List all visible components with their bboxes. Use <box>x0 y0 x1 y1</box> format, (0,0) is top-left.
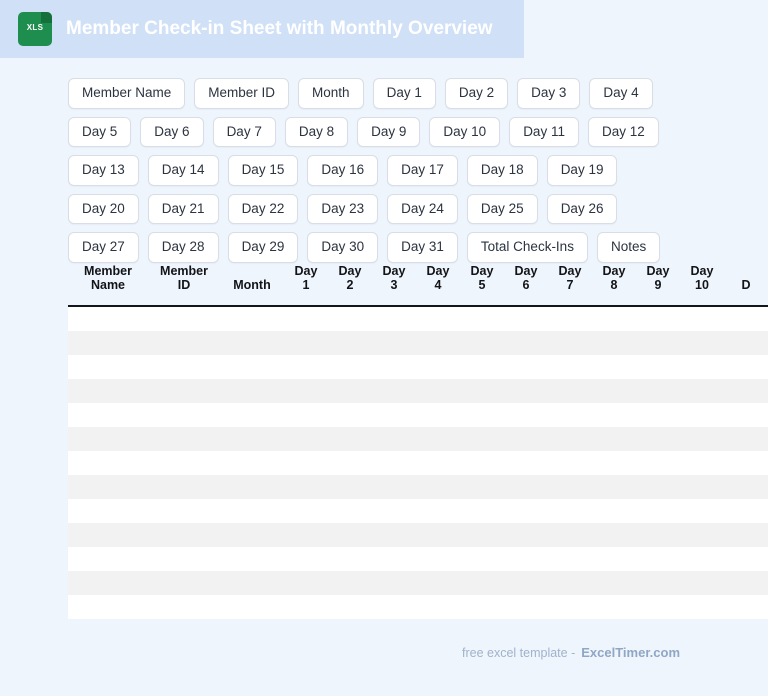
table-cell[interactable] <box>416 355 460 379</box>
field-chip[interactable]: Day 11 <box>509 117 579 148</box>
table-cell[interactable] <box>220 475 284 499</box>
table-row[interactable] <box>68 451 768 475</box>
table-cell[interactable] <box>68 451 148 475</box>
table-cell[interactable] <box>724 595 768 619</box>
table-cell[interactable] <box>68 499 148 523</box>
table-cell[interactable] <box>372 499 416 523</box>
table-cell[interactable] <box>220 306 284 331</box>
table-cell[interactable] <box>460 595 504 619</box>
table-cell[interactable] <box>680 595 724 619</box>
table-cell[interactable] <box>548 306 592 331</box>
table-cell[interactable] <box>220 403 284 427</box>
table-cell[interactable] <box>328 355 372 379</box>
table-cell[interactable] <box>460 499 504 523</box>
column-header-line: Day <box>470 264 494 278</box>
column-header-line: Day <box>338 264 362 278</box>
table-cell[interactable] <box>68 475 148 499</box>
table-cell[interactable] <box>504 306 548 331</box>
field-chip[interactable]: Month <box>298 78 364 109</box>
table-cell[interactable] <box>220 451 284 475</box>
column-header-line: Day <box>426 264 450 278</box>
table-cell[interactable] <box>68 523 148 547</box>
table-cell[interactable] <box>636 475 680 499</box>
table-cell[interactable] <box>284 379 328 403</box>
column-header <box>416 258 460 306</box>
table-cell[interactable] <box>724 547 768 571</box>
table-cell[interactable] <box>460 451 504 475</box>
column-header-line: Day <box>294 264 318 278</box>
table-cell[interactable] <box>416 547 460 571</box>
table-cell[interactable] <box>504 427 548 451</box>
column-header-line: Name <box>90 278 126 293</box>
column-header-line: D <box>741 278 751 293</box>
table-cell[interactable] <box>148 379 220 403</box>
field-chip[interactable]: Day 18 <box>467 155 538 186</box>
table-cell[interactable] <box>680 451 724 475</box>
table-cell[interactable] <box>328 403 372 427</box>
field-chip[interactable]: Day 17 <box>387 155 458 186</box>
table-cell[interactable] <box>284 475 328 499</box>
table-cell[interactable] <box>592 331 636 355</box>
column-header <box>680 258 724 306</box>
table-row[interactable] <box>68 306 768 331</box>
table-row[interactable] <box>68 499 768 523</box>
field-chip[interactable]: Day 12 <box>588 117 659 148</box>
table-cell[interactable] <box>680 571 724 595</box>
table-row[interactable] <box>68 331 768 355</box>
column-header-line: 2 <box>346 278 354 293</box>
table-cell[interactable] <box>504 523 548 547</box>
column-header <box>636 258 680 306</box>
table-cell[interactable] <box>416 499 460 523</box>
field-chip[interactable]: Day 14 <box>148 155 219 186</box>
column-header-line: 8 <box>610 278 618 293</box>
field-chip[interactable]: Day 25 <box>467 194 538 225</box>
table-cell[interactable] <box>372 475 416 499</box>
table-cell[interactable] <box>548 475 592 499</box>
sheet-header-row <box>68 258 768 306</box>
column-header <box>68 258 148 306</box>
table-cell[interactable] <box>148 595 220 619</box>
table-cell[interactable] <box>724 379 768 403</box>
table-cell[interactable] <box>636 499 680 523</box>
table-cell[interactable] <box>284 499 328 523</box>
table-row[interactable] <box>68 595 768 619</box>
table-cell[interactable] <box>68 331 148 355</box>
table-cell[interactable] <box>416 523 460 547</box>
table-row[interactable] <box>68 379 768 403</box>
table-cell[interactable] <box>592 475 636 499</box>
table-cell[interactable] <box>416 475 460 499</box>
table-row[interactable] <box>68 547 768 571</box>
table-cell[interactable] <box>284 595 328 619</box>
column-header-line: Member <box>160 264 208 278</box>
table-cell[interactable] <box>220 331 284 355</box>
table-cell[interactable] <box>416 595 460 619</box>
table-cell[interactable] <box>460 331 504 355</box>
table-cell[interactable] <box>284 355 328 379</box>
field-chip[interactable]: Day 3 <box>517 78 580 109</box>
table-cell[interactable] <box>724 475 768 499</box>
column-header-line: 9 <box>654 278 662 293</box>
table-row[interactable] <box>68 403 768 427</box>
field-chip[interactable]: Day 6 <box>140 117 203 148</box>
column-header <box>548 258 592 306</box>
table-cell[interactable] <box>504 595 548 619</box>
table-cell[interactable] <box>460 523 504 547</box>
table-cell[interactable] <box>636 547 680 571</box>
xls-icon-label: XLS <box>26 23 44 32</box>
table-cell[interactable] <box>592 355 636 379</box>
table-cell[interactable] <box>284 306 328 331</box>
table-cell[interactable] <box>68 595 148 619</box>
table-cell[interactable] <box>372 306 416 331</box>
table-cell[interactable] <box>148 547 220 571</box>
table-cell[interactable] <box>372 403 416 427</box>
table-cell[interactable] <box>680 355 724 379</box>
table-cell[interactable] <box>220 499 284 523</box>
table-cell[interactable] <box>592 379 636 403</box>
table-cell[interactable] <box>548 331 592 355</box>
field-chip-list <box>68 78 688 263</box>
table-cell[interactable] <box>504 499 548 523</box>
column-header <box>592 258 636 306</box>
page-header <box>0 0 524 58</box>
table-cell[interactable] <box>592 306 636 331</box>
field-chip[interactable]: Day 30 <box>307 232 378 263</box>
table-cell[interactable] <box>504 451 548 475</box>
table-cell[interactable] <box>680 403 724 427</box>
field-chip[interactable]: Member ID <box>194 78 289 109</box>
table-cell[interactable] <box>328 499 372 523</box>
table-cell[interactable] <box>220 571 284 595</box>
table-cell[interactable] <box>680 547 724 571</box>
table-cell[interactable] <box>680 475 724 499</box>
table-cell[interactable] <box>680 523 724 547</box>
table-cell[interactable] <box>592 499 636 523</box>
table-cell[interactable] <box>68 571 148 595</box>
table-cell[interactable] <box>504 331 548 355</box>
table-cell[interactable] <box>592 571 636 595</box>
table-cell[interactable] <box>372 427 416 451</box>
column-header <box>372 258 416 306</box>
table-cell[interactable] <box>284 451 328 475</box>
table-cell[interactable] <box>680 379 724 403</box>
column-header-line: Day <box>690 264 714 278</box>
table-cell[interactable] <box>548 547 592 571</box>
table-cell[interactable] <box>504 355 548 379</box>
table-cell[interactable] <box>504 547 548 571</box>
column-header <box>328 258 372 306</box>
column-header-line: ID <box>177 278 191 293</box>
sheet-table-head <box>68 258 768 306</box>
table-cell[interactable] <box>636 403 680 427</box>
table-cell[interactable] <box>328 451 372 475</box>
field-chip[interactable]: Day 4 <box>589 78 652 109</box>
field-chip[interactable]: Day 20 <box>68 194 139 225</box>
table-cell[interactable] <box>504 571 548 595</box>
table-cell[interactable] <box>220 355 284 379</box>
column-header-line: 3 <box>390 278 398 293</box>
column-header-line: 4 <box>434 278 442 293</box>
field-chip[interactable]: Day 28 <box>148 232 219 263</box>
table-cell[interactable] <box>636 379 680 403</box>
table-cell[interactable] <box>592 523 636 547</box>
table-cell[interactable] <box>548 355 592 379</box>
table-cell[interactable] <box>636 355 680 379</box>
sheet-table-body <box>68 306 768 619</box>
table-cell[interactable] <box>724 571 768 595</box>
field-chip[interactable]: Day 8 <box>285 117 348 148</box>
table-cell[interactable] <box>504 403 548 427</box>
field-chip[interactable]: Day 15 <box>228 155 299 186</box>
table-cell[interactable] <box>148 306 220 331</box>
table-cell[interactable] <box>724 427 768 451</box>
table-cell[interactable] <box>724 523 768 547</box>
field-chip[interactable]: Total Check-Ins <box>467 232 588 263</box>
table-row[interactable] <box>68 475 768 499</box>
table-cell[interactable] <box>148 571 220 595</box>
field-chip[interactable]: Day 10 <box>429 117 500 148</box>
field-chip[interactable]: Day 22 <box>228 194 299 225</box>
table-cell[interactable] <box>148 451 220 475</box>
table-cell[interactable] <box>460 306 504 331</box>
table-cell[interactable] <box>724 499 768 523</box>
table-cell[interactable] <box>548 571 592 595</box>
table-cell[interactable] <box>372 451 416 475</box>
table-cell[interactable] <box>680 306 724 331</box>
table-cell[interactable] <box>636 595 680 619</box>
column-header-line: 10 <box>695 278 709 293</box>
table-cell[interactable] <box>724 355 768 379</box>
column-header-line: Month <box>233 278 271 293</box>
field-chip[interactable]: Day 26 <box>547 194 618 225</box>
field-chip[interactable]: Day 27 <box>68 232 139 263</box>
table-cell[interactable] <box>680 331 724 355</box>
table-cell[interactable] <box>284 571 328 595</box>
table-cell[interactable] <box>148 427 220 451</box>
table-cell[interactable] <box>372 595 416 619</box>
table-cell[interactable] <box>68 355 148 379</box>
table-row[interactable] <box>68 355 768 379</box>
table-cell[interactable] <box>328 571 372 595</box>
field-chip[interactable]: Day 9 <box>357 117 420 148</box>
table-cell[interactable] <box>328 306 372 331</box>
table-cell[interactable] <box>148 475 220 499</box>
table-cell[interactable] <box>724 403 768 427</box>
table-cell[interactable] <box>460 475 504 499</box>
table-cell[interactable] <box>636 523 680 547</box>
field-chip[interactable]: Member Name <box>68 78 185 109</box>
table-cell[interactable] <box>680 499 724 523</box>
table-cell[interactable] <box>636 427 680 451</box>
column-header-line: Day <box>514 264 538 278</box>
table-cell[interactable] <box>416 451 460 475</box>
table-cell[interactable] <box>460 427 504 451</box>
column-header-line: 5 <box>478 278 486 293</box>
table-cell[interactable] <box>548 499 592 523</box>
sheet-table-container <box>68 258 751 619</box>
sheet-table <box>68 258 768 619</box>
table-cell[interactable] <box>372 523 416 547</box>
table-cell[interactable] <box>372 571 416 595</box>
table-cell[interactable] <box>460 571 504 595</box>
footer <box>462 645 680 660</box>
table-cell[interactable] <box>636 571 680 595</box>
field-chip[interactable]: Day 7 <box>213 117 276 148</box>
table-cell[interactable] <box>220 379 284 403</box>
column-header <box>504 258 548 306</box>
table-cell[interactable] <box>220 523 284 547</box>
table-cell[interactable] <box>68 547 148 571</box>
table-cell[interactable] <box>220 427 284 451</box>
table-cell[interactable] <box>68 403 148 427</box>
table-cell[interactable] <box>592 427 636 451</box>
table-cell[interactable] <box>328 475 372 499</box>
column-header-line: 7 <box>566 278 574 293</box>
table-cell[interactable] <box>460 379 504 403</box>
table-cell[interactable] <box>724 451 768 475</box>
table-cell[interactable] <box>548 403 592 427</box>
table-cell[interactable] <box>148 403 220 427</box>
table-cell[interactable] <box>592 595 636 619</box>
table-cell[interactable] <box>148 499 220 523</box>
field-chip[interactable]: Day 13 <box>68 155 139 186</box>
table-cell[interactable] <box>636 451 680 475</box>
table-cell[interactable] <box>680 427 724 451</box>
table-cell[interactable] <box>592 403 636 427</box>
column-header <box>220 258 284 306</box>
field-chip[interactable]: Day 1 <box>373 78 436 109</box>
table-cell[interactable] <box>416 306 460 331</box>
table-cell[interactable] <box>460 547 504 571</box>
table-cell[interactable] <box>284 403 328 427</box>
column-header-line: Day <box>602 264 626 278</box>
table-cell[interactable] <box>284 523 328 547</box>
table-cell[interactable] <box>636 331 680 355</box>
column-header-line: 6 <box>522 278 530 293</box>
table-cell[interactable] <box>68 306 148 331</box>
table-cell[interactable] <box>148 331 220 355</box>
field-chip[interactable]: Day 2 <box>445 78 508 109</box>
table-cell[interactable] <box>148 355 220 379</box>
field-chip[interactable]: Day 5 <box>68 117 131 148</box>
column-header-line: Member <box>84 264 132 278</box>
table-cell[interactable] <box>328 523 372 547</box>
footer-brand: ExcelTimer.com <box>581 645 680 660</box>
table-cell[interactable] <box>68 427 148 451</box>
column-header <box>724 258 768 306</box>
column-header-line: 1 <box>302 278 310 293</box>
table-cell[interactable] <box>548 595 592 619</box>
table-cell[interactable] <box>416 379 460 403</box>
field-chip[interactable]: Day 29 <box>228 232 299 263</box>
table-cell[interactable] <box>548 379 592 403</box>
field-chip[interactable]: Day 24 <box>387 194 458 225</box>
table-cell[interactable] <box>328 547 372 571</box>
table-cell[interactable] <box>724 306 768 331</box>
table-cell[interactable] <box>724 331 768 355</box>
table-cell[interactable] <box>548 427 592 451</box>
table-cell[interactable] <box>372 379 416 403</box>
table-cell[interactable] <box>328 595 372 619</box>
column-header <box>460 258 504 306</box>
table-cell[interactable] <box>68 379 148 403</box>
table-cell[interactable] <box>148 523 220 547</box>
table-cell[interactable] <box>220 595 284 619</box>
table-cell[interactable] <box>284 427 328 451</box>
table-cell[interactable] <box>460 355 504 379</box>
table-cell[interactable] <box>328 331 372 355</box>
field-chip[interactable]: Day 31 <box>387 232 458 263</box>
table-cell[interactable] <box>284 331 328 355</box>
table-row[interactable] <box>68 427 768 451</box>
table-cell[interactable] <box>416 571 460 595</box>
xls-file-icon <box>18 12 52 46</box>
field-chip[interactable]: Day 16 <box>307 155 378 186</box>
table-row[interactable] <box>68 571 768 595</box>
field-chip[interactable]: Day 21 <box>148 194 219 225</box>
table-cell[interactable] <box>592 451 636 475</box>
table-cell[interactable] <box>328 427 372 451</box>
table-cell[interactable] <box>504 379 548 403</box>
table-cell[interactable] <box>284 547 328 571</box>
table-cell[interactable] <box>416 427 460 451</box>
column-header-line: Day <box>558 264 582 278</box>
field-chip[interactable]: Day 19 <box>547 155 618 186</box>
column-header <box>284 258 328 306</box>
column-header-line: Day <box>382 264 406 278</box>
table-cell[interactable] <box>592 547 636 571</box>
table-cell[interactable] <box>416 403 460 427</box>
table-row[interactable] <box>68 523 768 547</box>
field-chip[interactable]: Day 23 <box>307 194 378 225</box>
table-cell[interactable] <box>504 475 548 499</box>
table-cell[interactable] <box>372 355 416 379</box>
field-chip[interactable]: Notes <box>597 232 660 263</box>
page-title: Member Check-in Sheet with Monthly Overview <box>66 18 493 39</box>
table-cell[interactable] <box>416 331 460 355</box>
column-header <box>148 258 220 306</box>
table-cell[interactable] <box>372 331 416 355</box>
table-cell[interactable] <box>220 547 284 571</box>
table-cell[interactable] <box>460 403 504 427</box>
table-cell[interactable] <box>548 451 592 475</box>
table-cell[interactable] <box>636 306 680 331</box>
table-cell[interactable] <box>372 547 416 571</box>
table-cell[interactable] <box>548 523 592 547</box>
column-header-line: Day <box>646 264 670 278</box>
table-cell[interactable] <box>328 379 372 403</box>
footer-text: free excel template - <box>461 646 576 660</box>
